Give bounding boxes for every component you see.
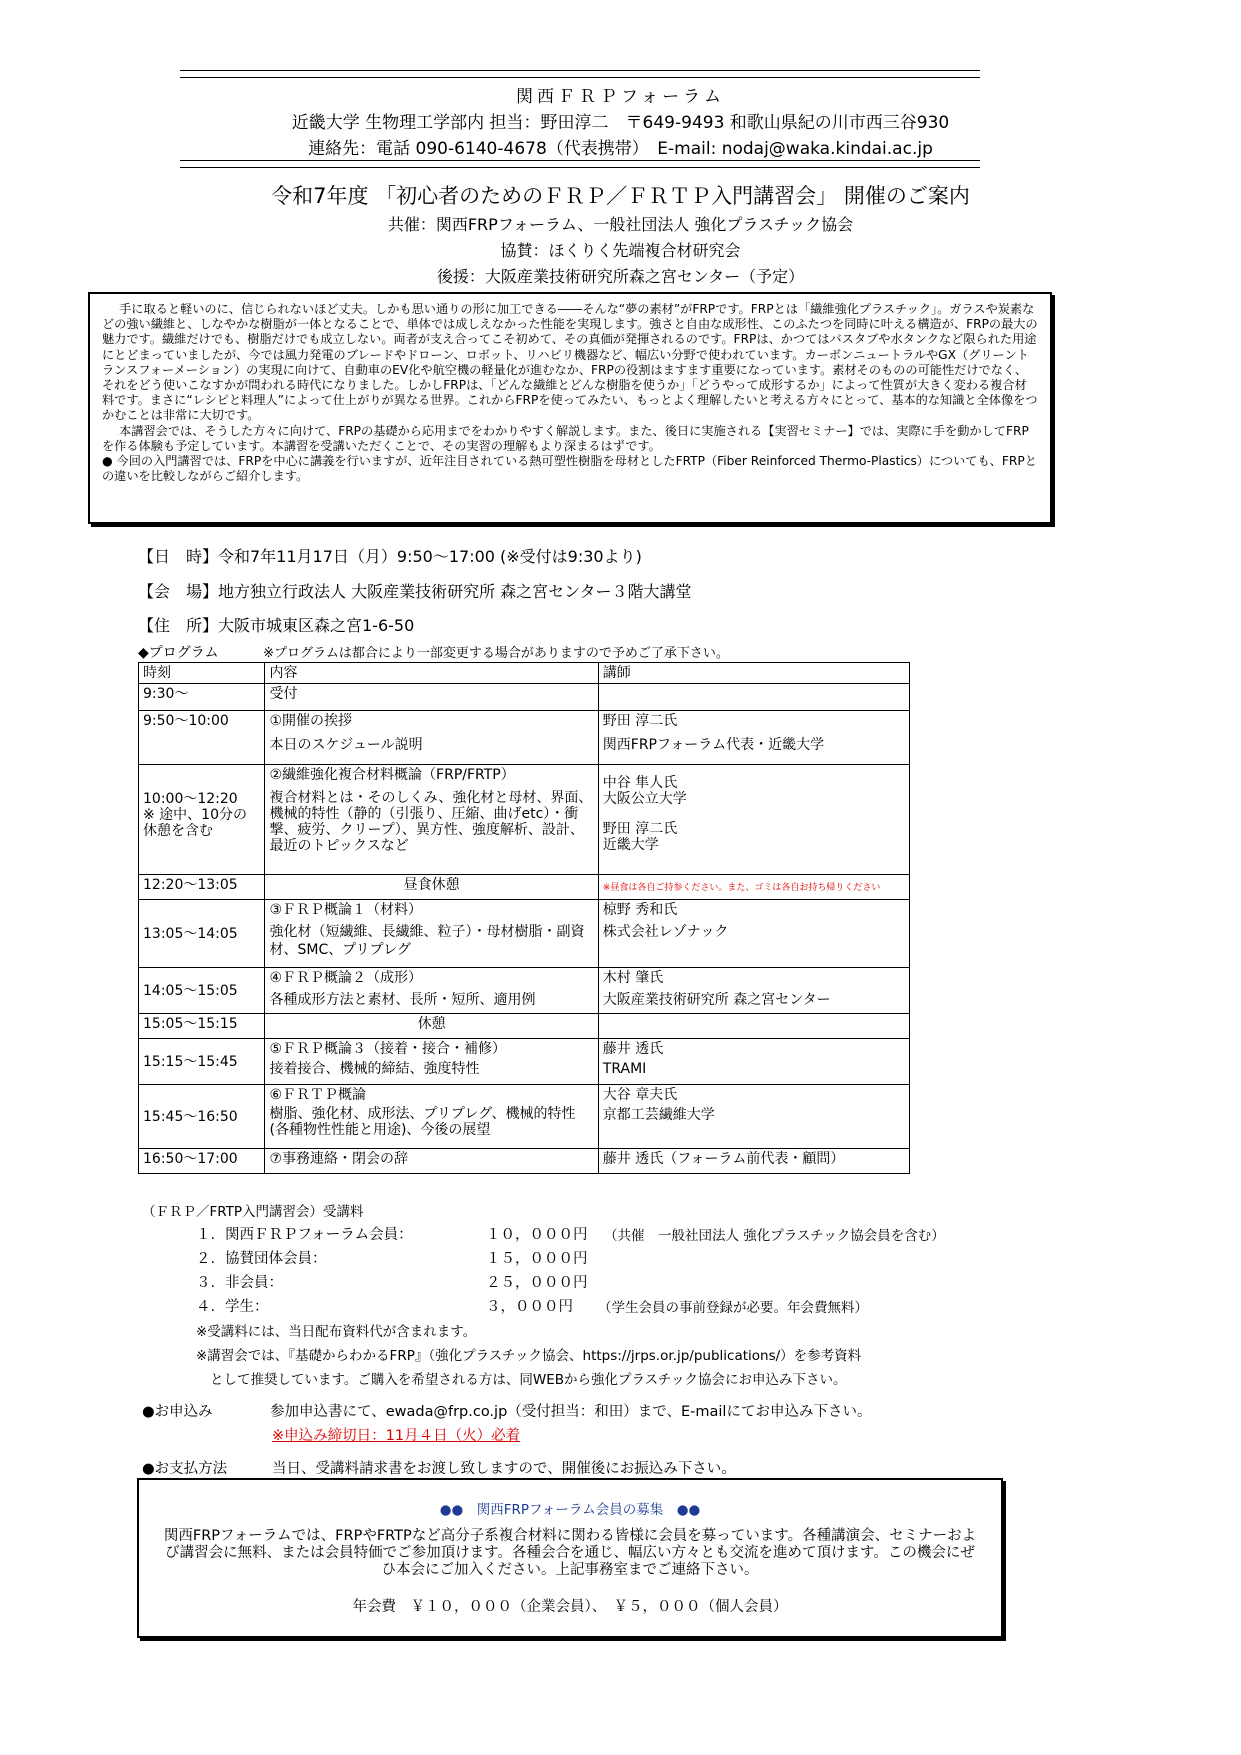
recruit-body: 関西FRPフォーラムでは、FRPやFRTPなど高分子系複合材料に関わる皆様に会員を募っています。各種講演会、セミナーおよび講習会に無料、または会員特価でご参加頂けます。各種会合を通じ、幅広い方々とも交流を進めて頂けます。この機会にぜひ本会にご加入ください。上記事務室までご連絡下さい。 <box>163 1528 977 1578</box>
row-content-detail: 複合材料とは・そのしくみ、強化材と母材、界面、機械的特性（静的（引張り、圧縮、曲げetc）・衝撃、疲労、クリープ）、異方性、強度解析、設計、最近のトピックスなど <box>269 790 593 854</box>
row-content-title: ⑤ＦＲＰ概論３（接着・接合・補修） <box>269 1041 507 1057</box>
row-content-detail: 接着接合、機械的締結、強度特性 <box>269 1061 480 1077</box>
table-row <box>139 711 910 765</box>
payment-text: 当日、受講料請求書をお渡し致しますので、開催後にお振込み下さい。 <box>272 1461 736 1477</box>
row-time <box>139 765 265 875</box>
row-content-detail: 樹脂、強化材、成形法、プリプレグ、機械的特性(各種物性性能と用途)、今後の展望 <box>269 1106 576 1138</box>
recruit-fee: 年会費 ￥１０，０００（企業会員）、 ￥５，０００（個人会員） <box>352 1599 788 1615</box>
row-lecturer <box>598 968 909 1014</box>
table-row <box>139 1039 910 1085</box>
row-content-detail: 各種成形方法と素材、長所・短所、適用例 <box>269 992 536 1008</box>
fee-amount-4: ３，０００円 <box>486 1299 573 1315</box>
recruit-title: ●● 関西FRPフォーラム会員の募集 ●● <box>439 1502 701 1518</box>
event-address: 【住 所】大阪市城東区森之宮1-6-50 <box>138 616 415 635</box>
row-time: 14:05〜15:05 <box>139 968 265 1014</box>
row-content: 休憩 <box>265 1014 598 1039</box>
application-deadline: ※申込み締切日：11月４日（火）必着 <box>272 1428 521 1444</box>
intro-paragraph-2: 本講習会では、そうした方々に向けて、FRPの基礎から応用までをわかりやすく解説します。また、後日に実施される【実習セミナー】では、実際に手を動かしてFRPを作る体験も予定しています。本講習を受講いただくことで、その実習の理解もより深まるはずです。 <box>102 423 1029 453</box>
bottom-double-rule <box>180 160 980 168</box>
fee-amount-3: ２５，０００円 <box>486 1275 588 1291</box>
lecturer-name: 椋野 秀和氏 <box>602 902 678 918</box>
host-line: 共催：関西FRPフォーラム、一般社団法人 強化プラスチック協会 <box>387 215 854 234</box>
row-content <box>265 900 598 968</box>
row-content <box>265 711 598 765</box>
row-content-title: ④ＦＲＰ概論２（成形） <box>269 970 423 986</box>
intro-paragraph-1: 手に取ると軽いのに、信じられないほど丈夫。しかも思い通りの形に加工できる――そんな“夢の素材”がFRPです。FRPとは「繊維強化プラスチック」。ガラスや炭素などの強い繊維と、しなやかな樹脂が一体となることで、単体では成しえなかった性能を実現します。強さと自由な成形性、このふたつを同時に叶える構造が、FRPの最大の魅力です。繊維だけでも、樹脂だけでも成立しない。両者が支え合ってこそ初めて、その真価が発揮されるのです。FRPは、かつてはバスタブや水タンクなど限られた用途にとどまっていましたが、今では風力発電のブレードやドローン、ロボット、リハビリ機器など、幅広い分野で使われています。カーボンニュートラルやGX（グリーントランスフォーメーション）の実現に向けて、自動車のEV化や航空機の軽量化が進むなか、FRPの役割はますます重要になっています。素材そのものの可能性だけでなく、それをどう使いこなすかが問われる時代になりました。しかしFRPは、「どんな繊維とどんな樹脂を使うか」「どうやって成形するか」によって性質が大きく変わる複合材料です。まさに“レシピと料理人”によって仕上がりが異なる世界。これからFRPを使ってみたい、もっとよく理解したいと考える方々にとって、基本的な知識と全体像をつかむことは非常に大切です。 <box>102 302 1038 423</box>
row-lecturer <box>598 1014 909 1039</box>
program-table <box>138 662 910 1174</box>
row-time: 16:50〜17:00 <box>139 1149 265 1174</box>
page-title: 令和7年度 「初心者のためのＦＲＰ／ＦＲＴＰ入門講習会」 開催のご案内 <box>271 184 970 208</box>
row-lecturer <box>598 711 909 765</box>
row-lecturer <box>598 1039 909 1085</box>
lunch-note: ※昼食は各自ご持参ください。また、ゴミは各自お持ち帰りください <box>602 883 881 893</box>
fee-note-reference-2: として推奨しています。ご購入を希望される方は、同WEBから強化プラスチック協会にお申込み下さい。 <box>210 1372 847 1388</box>
table-row <box>139 1149 910 1174</box>
fee-label-3: ３．非会員： <box>196 1275 283 1291</box>
lecturer-name: 野田 淳二氏 <box>602 821 678 837</box>
row-time: 15:15〜15:45 <box>139 1039 265 1085</box>
payment-label: ●お支払方法 <box>142 1461 228 1477</box>
intro-box <box>88 292 1052 524</box>
org-name: 関西ＦＲＰフォーラム <box>516 87 725 107</box>
row-time: 9:50〜10:00 <box>139 711 265 765</box>
row-content-detail: 本日のスケジュール説明 <box>269 737 423 753</box>
table-row <box>139 765 910 875</box>
lecturer-name: 藤井 透氏 <box>602 1041 664 1057</box>
program-heading <box>138 642 729 662</box>
table-row <box>139 900 910 968</box>
event-date: 【日 時】令和7年11月17日（月）9:50〜17:00 (※受付は9:30より) <box>138 547 642 566</box>
row-time-main: 10:00〜12:20 <box>143 791 238 807</box>
row-content <box>265 1085 598 1149</box>
org-contact: 連絡先：電話 090-6140-4678（代表携帯） E-mail: nodaj@waka.kindai.ac.jp <box>308 139 933 159</box>
event-venue: 【会 場】地方独立行政法人 大阪産業技術研究所 森之宮センター３階大講堂 <box>138 582 692 601</box>
fee-note-1: （共催 一般社団法人 強化プラスチック協会員を含む） <box>604 1228 945 1244</box>
lecturer-affiliation: 京都工芸繊維大学 <box>602 1107 715 1123</box>
row-lecturer <box>598 900 909 968</box>
row-lecturer <box>598 875 909 900</box>
row-lecturer <box>598 684 909 711</box>
lecturer-affiliation: TRAMI <box>602 1061 647 1077</box>
program-title: ◆プログラム <box>138 645 219 661</box>
lecturer-name: 木村 肇氏 <box>602 970 664 986</box>
lecturer-name: 大谷 章夫氏 <box>602 1087 678 1103</box>
program-note: ※プログラムは都合により一部変更する場合がありますので予めご了承下さい。 <box>263 646 729 661</box>
table-row <box>139 1014 910 1039</box>
table-header-row <box>139 663 910 684</box>
row-lecturer: 藤井 透氏（フォーラム前代表・顧問） <box>598 1149 909 1174</box>
lecturer-name: 中谷 隼人氏 <box>602 775 678 791</box>
header-lecturer: 講師 <box>598 663 909 684</box>
row-time: 15:05〜15:15 <box>139 1014 265 1039</box>
row-content <box>265 1039 598 1085</box>
row-content-title: ⑥ＦＲＴＰ概論 <box>269 1087 367 1103</box>
row-content-detail: 強化材（短繊維、長繊維、粒子）・母材樹脂・副資材、SMC、プリプレグ <box>269 924 585 958</box>
intro-paragraph-3: ● 今回の入門講習では、FRPを中心に講義を行いますが、近年注目されている熱可塑性樹脂を母材としたFRTP（Fiber Reinforced Thermo-Plastics）についても、FRPとの違いを比較しながらご紹介します。 <box>102 454 1037 484</box>
lecturer-affiliation: 関西FRPフォーラム代表・近畿大学 <box>602 737 825 753</box>
row-content: 昼食休憩 <box>265 875 598 900</box>
application-text: 参加申込書にて、ewada@frp.co.jp（受付担当：和田）まで、E-mailにてお申込み下さい。 <box>270 1404 872 1420</box>
row-content <box>265 765 598 875</box>
row-time: 15:45〜16:50 <box>139 1085 265 1149</box>
row-content <box>265 968 598 1014</box>
row-time-note: ※ 途中、10分の休憩を含む <box>143 807 247 839</box>
row-lecturer <box>598 765 909 875</box>
row-content-title: ①開催の挨拶 <box>269 713 353 729</box>
fees-heading: （ＦＲＰ／FRTP入門講習会）受講料 <box>142 1204 364 1220</box>
row-content: ⑦事務連絡・閉会の辞 <box>265 1149 598 1174</box>
fee-note-materials: ※受講料には、当日配布資料代が含まれます。 <box>196 1324 477 1340</box>
cooperation-line: 協賛：ほくりく先端複合材研究会 <box>500 241 741 260</box>
table-row <box>139 968 910 1014</box>
lecturer-affiliation: 大阪公立大学 <box>602 791 687 807</box>
row-time: 9:30〜 <box>139 684 265 711</box>
row-content-title: ③ＦＲＰ概論１（材料） <box>269 902 423 918</box>
fee-note-4: （学生会員の事前登録が必要。年会費無料） <box>598 1300 868 1316</box>
fee-label-4: ４．学生： <box>196 1299 269 1315</box>
recruit-box <box>137 1478 1003 1638</box>
lecturer-affiliation: 大阪産業技術研究所 森之宮センター <box>602 992 831 1008</box>
lecturer-affiliation: 近畿大学 <box>602 837 659 853</box>
row-time: 12:20〜13:05 <box>139 875 265 900</box>
fee-label-2: ２．協賛団体会員： <box>196 1251 327 1267</box>
org-address: 近畿大学 生物理工学部内 担当：野田淳二 〒649-9493 和歌山県紀の川市西三谷930 <box>291 113 950 133</box>
application-label: ●お申込み <box>142 1404 213 1420</box>
fee-amount-1: １０，０００円 <box>486 1227 588 1243</box>
fee-amount-2: １５，０００円 <box>486 1251 588 1267</box>
table-row <box>139 1085 910 1149</box>
lecturer-affiliation: 株式会社レゾナック <box>602 924 729 940</box>
header-content: 内容 <box>265 663 598 684</box>
row-content-title: ②繊維強化複合材料概論（FRP/FRTP） <box>269 767 515 783</box>
row-time: 13:05〜14:05 <box>139 900 265 968</box>
top-double-rule <box>180 70 980 78</box>
row-lecturer <box>598 1085 909 1149</box>
fee-label-1: １．関西ＦＲＰフォーラム会員： <box>196 1227 413 1243</box>
table-row <box>139 875 910 900</box>
support-line: 後援：大阪産業技術研究所森之宮センター（予定） <box>436 267 805 286</box>
header-time: 時刻 <box>139 663 265 684</box>
row-content: 受付 <box>265 684 598 711</box>
lecturer-name: 野田 淳二氏 <box>602 713 678 729</box>
fee-note-reference: ※講習会では、『基礎からわかるFRP』（強化プラスチック協会、https://jrps.or.jp/publications/）を参考資料 <box>196 1348 862 1364</box>
table-row <box>139 684 910 711</box>
